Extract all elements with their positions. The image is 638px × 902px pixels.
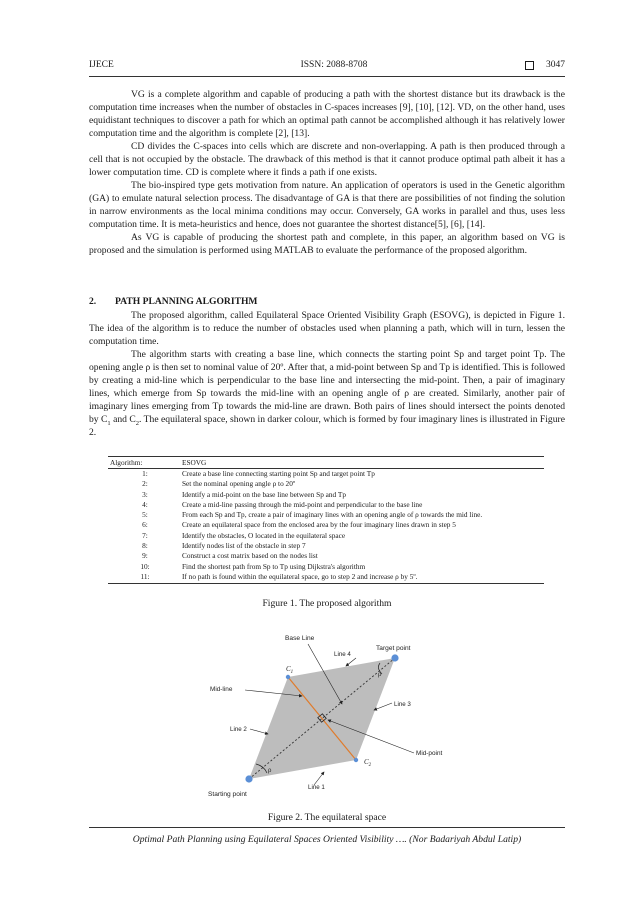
- step-number: 2:: [142, 479, 148, 489]
- issn: ISSN: 2088-8708: [300, 60, 368, 70]
- label-mid-line: Mid-line: [210, 686, 233, 693]
- algorithm-step-row: [108, 572, 544, 582]
- paragraph: [89, 348, 565, 439]
- label-rho-top: ρ: [378, 671, 382, 678]
- paragraph: VG is a complete algorithm and capable of producing a path with the shortest distance but its drawback is the computation time increases when the number of obstacles in C-spaces increases [9], [10], [12]. VD, on the other hand, uses equidistant techniques to discover a path for which an optimal path cannot be accomplished although it has relatively lower computation time and the algorithm is complete [2], [13].: [89, 89, 565, 139]
- page-number-group: [525, 60, 565, 70]
- algorithm-step-row: [108, 500, 544, 510]
- page-number: 3047: [546, 60, 565, 70]
- algorithm-name: ESOVG: [182, 458, 207, 467]
- step-text: Identify the obstacles, O located in the equilateral space: [182, 530, 346, 540]
- algorithm-bottom-rule: [108, 583, 544, 584]
- equilateral-space-diagram: [196, 630, 456, 802]
- section-number: 2.: [89, 296, 97, 307]
- step-text: Identify nodes list of the obstacle in step 7: [182, 541, 306, 551]
- algorithm-step-row: [108, 541, 544, 551]
- c1-marker: [286, 675, 290, 679]
- label-mid-point: Mid-point: [416, 750, 443, 757]
- algorithm-step-row: [108, 490, 544, 500]
- step-number: 11:: [140, 571, 150, 581]
- step-number: 6:: [142, 520, 148, 530]
- figure2: [196, 630, 456, 802]
- target-point-marker: [391, 654, 398, 661]
- footer-rule: [89, 827, 565, 828]
- label-base-line: Base Line: [285, 635, 315, 642]
- algorithm-step-row: [108, 469, 544, 479]
- text-run: . The equilateral space, shown in darker colour, which is formed by four imaginary lines is illustrated in Figure 2.: [89, 414, 565, 438]
- page-header: [89, 60, 565, 74]
- step-number: 4:: [142, 499, 148, 509]
- label-target-point: Target point: [376, 645, 411, 652]
- algorithm-step-row: [108, 531, 544, 541]
- algorithm-label: Algorithm:: [110, 458, 143, 467]
- label-starting-point: Starting point: [208, 791, 247, 798]
- step-number: 1:: [142, 469, 148, 478]
- algorithm-step-row: [108, 551, 544, 561]
- step-text: Create a base line connecting starting point Sp and target point Tp: [182, 469, 375, 478]
- section-text: [89, 309, 565, 439]
- algorithm-steps: [108, 469, 544, 582]
- intro-text: [89, 88, 565, 257]
- paragraph: As VG is capable of producing the shortest path and complete, in this paper, an algorithm based on VG is proposed and the simulation is performed using MATLAB to evaluate the performance of the proposed algorithm.: [89, 232, 565, 256]
- step-text: Create an equilateral space from the enclosed area by the four imaginary lines drawn in step 5: [182, 520, 456, 530]
- section-heading: [89, 296, 258, 307]
- figure2-caption: Figure 2. The equilateral space: [267, 812, 387, 823]
- step-number: 8:: [142, 541, 148, 551]
- step-text: From each Sp and Tp, create a pair of imaginary lines with an opening angle of ρ towards the mid line.: [182, 510, 483, 520]
- starting-point-marker: [245, 775, 252, 782]
- label-rho-bottom: ρ: [268, 767, 272, 774]
- step-text: Set the nominal opening angle ρ to 20º: [182, 479, 296, 489]
- square-icon: [525, 61, 534, 70]
- label-line3: Line 3: [394, 701, 411, 708]
- algorithm-step-row: [108, 520, 544, 530]
- section-title: PATH PLANNING ALGORITHM: [115, 296, 258, 307]
- subscript: 2: [135, 419, 140, 427]
- algorithm-box: [108, 456, 544, 584]
- step-text: If no path is found within the equilateral space, go to step 2 and increase ρ by 5º.: [182, 571, 418, 581]
- step-text: Construct a cost matrix based on the nodes list: [182, 551, 318, 561]
- step-number: 3:: [142, 489, 148, 499]
- label-c2: $C_2$: [364, 758, 372, 768]
- step-text: Create a mid-line passing through the mid-point and perpendicular to the base line: [182, 499, 423, 509]
- step-number: 9:: [142, 551, 148, 561]
- step-number: 7:: [142, 530, 148, 540]
- text-run: The algorithm starts with creating a base line, which connects the starting point Sp and target point Tp. The opening angle ρ is then set to nominal value of 20º. After that, a mid-point between Sp and Tp is identified. This is followed by creating a mid-line which is perpendicular to the base line and intersecting the mid-point. Then, a pair of imaginary lines, which emerge from Sp towards the mid-line with an opening angle of ρ are created. Similarly, another pair of imaginary lines emerging from Tp towards the mid-line are drawn. Both pairs of lines should intersect the points denoted by C: [89, 349, 565, 425]
- c2-marker: [354, 758, 358, 762]
- algorithm-step-row: [108, 510, 544, 520]
- paragraph: The bio-inspired type gets motivation from nature. An application of operators is used in the Genetic algorithm (GA) to emulate natural selection process. The disadvantage of GA is that there are possibilities of not finding the solution in narrow environments as the local minima conditions may occur. Conversely, GA works in parallel and thus, uses less computation time. It is meta-heuristics and hence, does not guarantee the shortest distance[5], [6], [14].: [89, 180, 565, 230]
- journal-name: IJECE: [89, 60, 114, 70]
- step-text: Identify a mid-point on the base line between Sp and Tp: [182, 489, 347, 499]
- label-line2: Line 2: [230, 726, 247, 733]
- step-number: 10:: [140, 561, 150, 571]
- paragraph: The proposed algorithm, called Equilateral Space Oriented Visibility Graph (ESOVG), is depicted in Figure 1. The idea of the algorithm is to reduce the number of obstacles used when planning a path, which will in turn, lessen the computation time.: [89, 310, 565, 347]
- subscript: 1: [107, 419, 111, 427]
- text-run: and C: [110, 414, 136, 425]
- label-c1: $C_1$: [286, 665, 294, 675]
- label-line4: Line 4: [334, 651, 351, 658]
- paragraph: CD divides the C-spaces into cells which are discrete and non-overlapping. A path is then produced through a cell that is not occupied by the obstacle. The drawback of this method is that it cannot produce optimal path albeit it has a lower computation time. CD is complete where it finds a path if one exists.: [89, 141, 565, 178]
- algorithm-step-row: [108, 562, 544, 572]
- step-number: 5:: [142, 510, 148, 520]
- algorithm-step-row: [108, 479, 544, 489]
- page-footer: Optimal Path Planning using Equilateral Spaces Oriented Visibility …. (Nor Badariyah Abdul Latip): [132, 834, 522, 845]
- step-text: Find the shortest path from Sp to Tp using Dijkstra's algorithm: [182, 561, 366, 571]
- label-line1: Line 1: [308, 784, 325, 791]
- header-rule: [89, 76, 565, 77]
- algorithm-header-row: [108, 457, 544, 469]
- figure1-caption: Figure 1. The proposed algorithm: [262, 598, 392, 609]
